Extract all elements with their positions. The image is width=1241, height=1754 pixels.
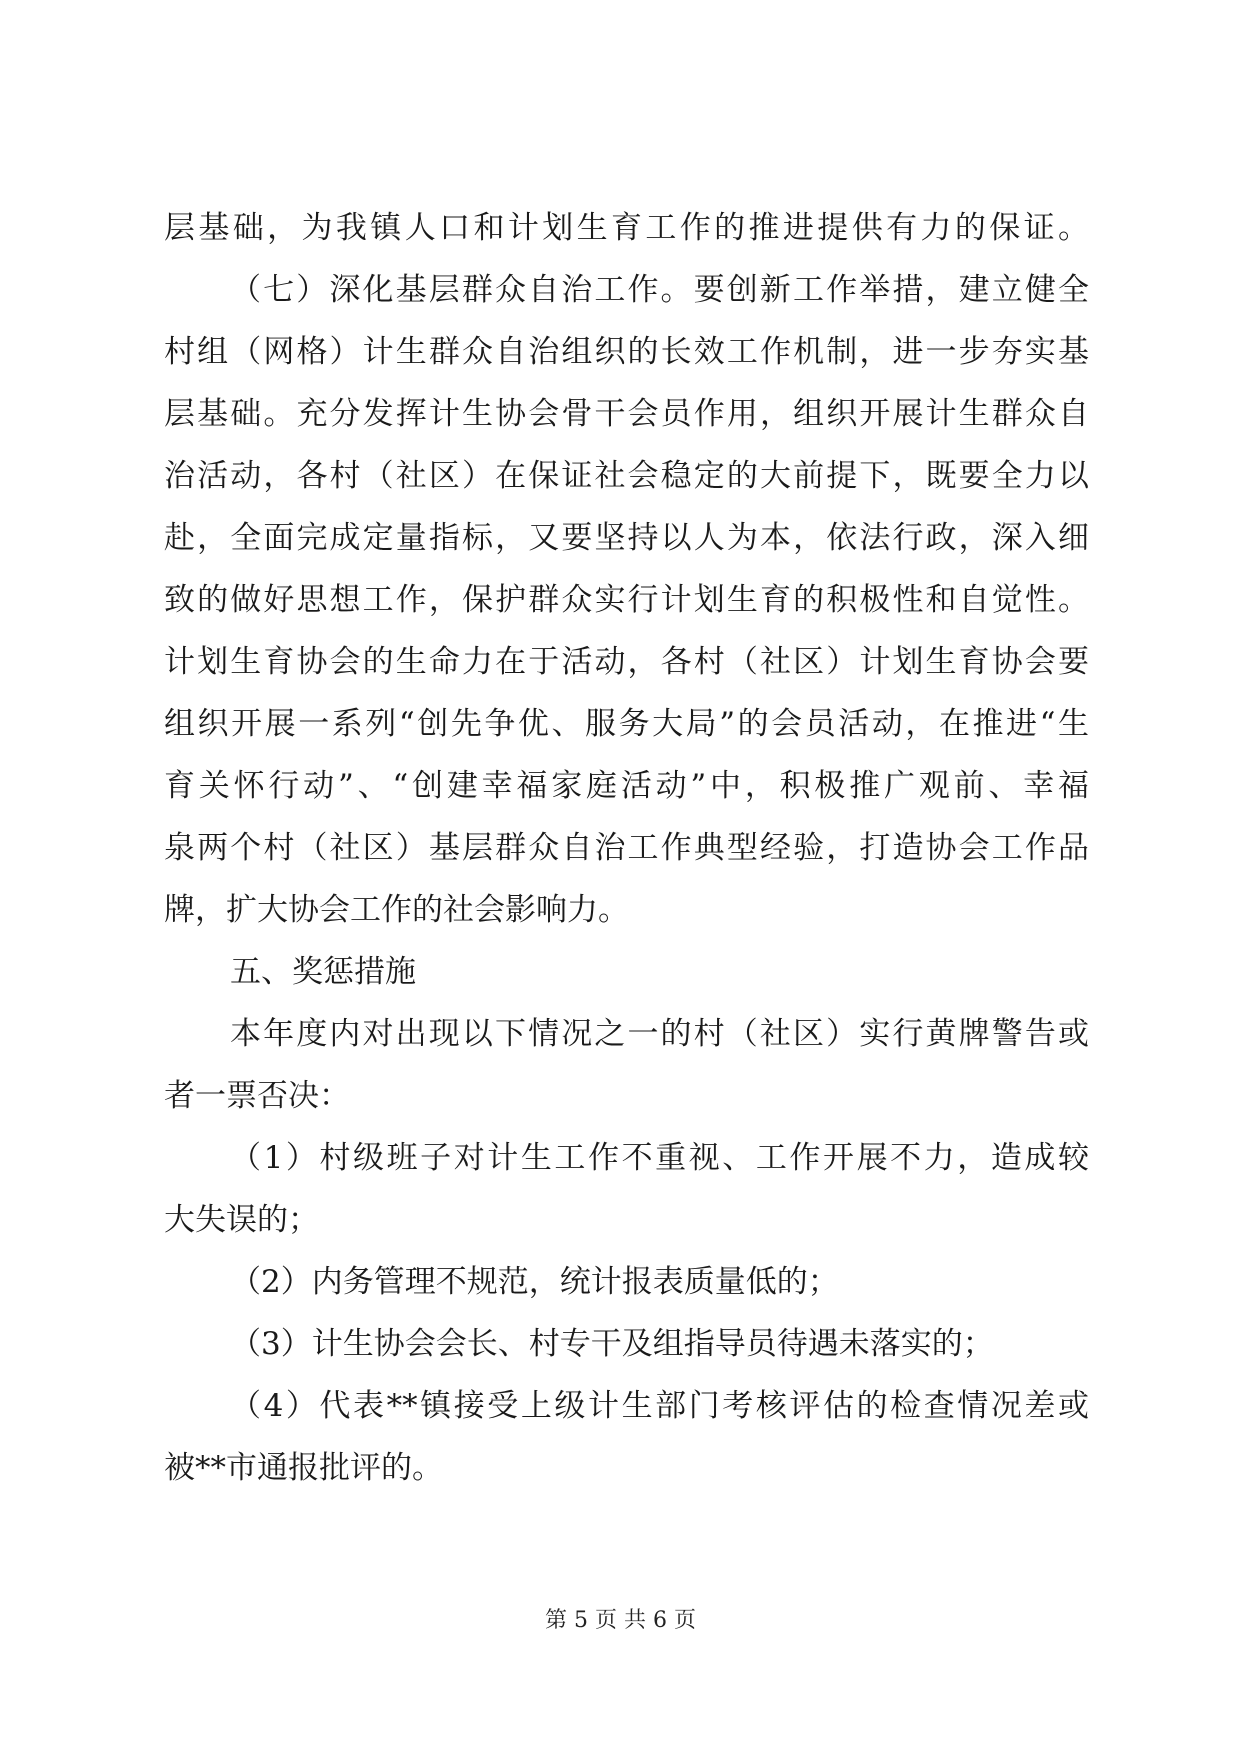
text-line: 致的做好思想工作，保护群众实行计划生育的积极性和自觉性。	[164, 582, 1089, 618]
list-item: （2）内务管理不规范，统计报表质量低的；	[230, 1264, 839, 1300]
text-line: 牌，扩大协会工作的社会影响力。	[164, 892, 629, 928]
list-item: （3）计生协会会长、村专干及组指导员待遇未落实的；	[230, 1326, 994, 1362]
section-heading: 五、奖惩措施	[230, 954, 416, 990]
text-line: 者一票否决：	[164, 1078, 350, 1114]
text-line: （七）深化基层群众自治工作。要创新工作举措，建立健全	[230, 272, 1089, 308]
list-item: （1）村级班子对计生工作不重视、工作开展不力，造成较	[230, 1140, 1089, 1176]
text-line: 组织开展一系列“创先争优、服务大局”的会员活动，在推进“生	[164, 706, 1089, 742]
text-line: 泉两个村（社区）基层群众自治工作典型经验，打造协会工作品	[164, 830, 1089, 866]
list-item: （4）代表**镇接受上级计生部门考核评估的检查情况差或	[230, 1388, 1089, 1424]
list-item-continuation: 大失误的；	[164, 1202, 319, 1238]
text-line: 赴，全面完成定量指标，又要坚持以人为本，依法行政，深入细	[164, 520, 1089, 556]
text-line: 层基础，为我镇人口和计划生育工作的推进提供有力的保证。	[164, 210, 1089, 246]
text-line: 计划生育协会的生命力在于活动，各村（社区）计划生育协会要	[164, 644, 1089, 680]
text-line: 治活动，各村（社区）在保证社会稳定的大前提下，既要全力以	[164, 458, 1089, 494]
text-line: 层基础。充分发挥计生协会骨干会员作用，组织开展计生群众自	[164, 396, 1089, 432]
text-line: 本年度内对出现以下情况之一的村（社区）实行黄牌警告或	[230, 1016, 1089, 1052]
text-line: 育关怀行动”、“创建幸福家庭活动”中，积极推广观前、幸福	[164, 768, 1089, 804]
page-footer: 第 5 页 共 6 页	[545, 1608, 696, 1633]
body-text	[164, 197, 1089, 1499]
list-item-continuation: 被**市通报批评的。	[164, 1450, 443, 1486]
text-line: 村组（网格）计生群众自治组织的长效工作机制，进一步夯实基	[164, 334, 1089, 370]
